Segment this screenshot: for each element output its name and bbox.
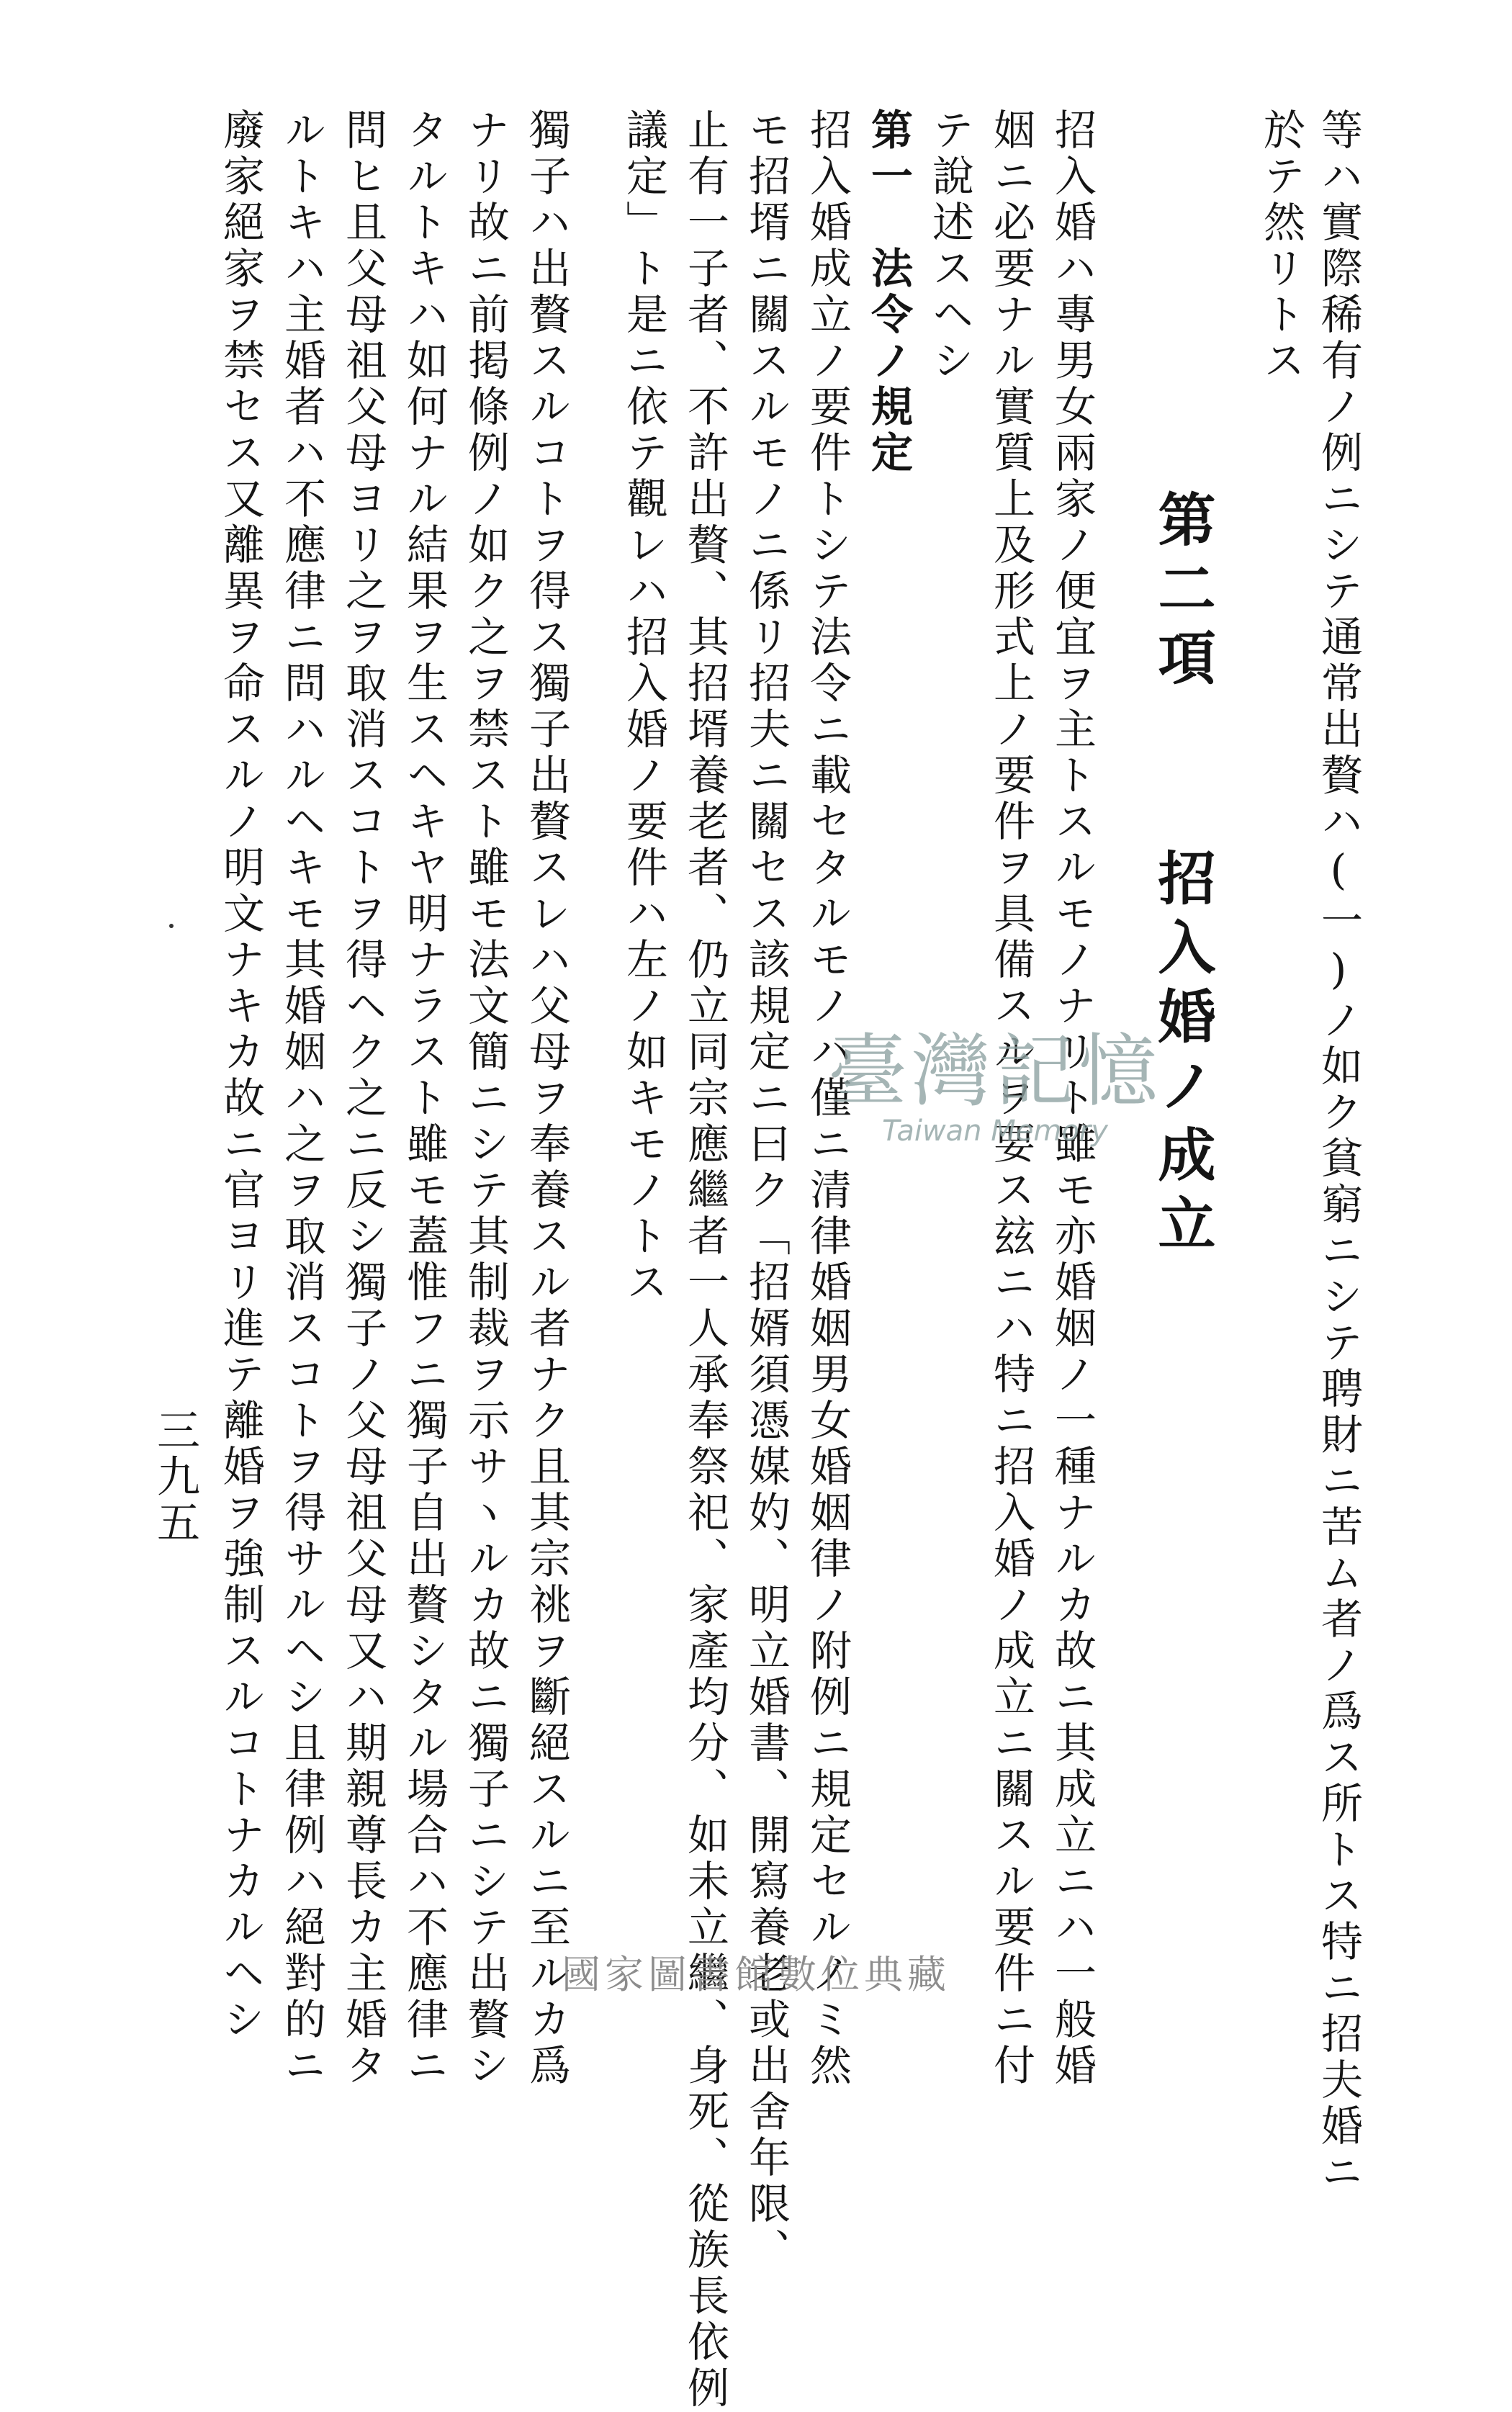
text-column-8: モ招壻ニ關スルモノニ係リ招夫ニ關セス該規定ニ曰ク「招婿須憑媒妁、明立婚書、開寫養老或出舍年限、 (742, 108, 791, 2274)
text-column-3: 招入婚ハ專男女兩家ノ便宜ヲ主トスルモノナリト雖モ亦婚姻ノ一種ナルカ故ニ其成立ニハ一般婚 (1048, 108, 1097, 2089)
watermark-en: Taiwan Memory (882, 1115, 1108, 1148)
text-column-4: 姻ニ必要ナル實質上及形式上ノ要件ヲ具備スルヲ要ス玆ニハ特ニ招入婚ノ成立ニ關スル要件ニ付 (986, 108, 1035, 2089)
text-column-1: 等ハ實際稀有ノ例ニシテ通常出贅ハ(一)ノ如ク貧窮ニシテ聘財ニ苦ム者ノ爲ス所トス特ニ招夫婚ニ (1314, 108, 1363, 2196)
text-column-14: 問ヒ且父母祖父母ヨリ之ヲ取消スコトヲ得ヘク之ニ反シ獨子ノ父母祖父母又ハ期親尊長カ主婚タ (338, 108, 387, 2089)
text-column-11: 獨子ハ出贅スルコトヲ得ス獨子出贅スレハ父母ヲ奉養スル者ナク且其宗祧ヲ斷絕スルニ至ルカ爲 (522, 108, 571, 2089)
ink-dot (169, 924, 174, 928)
watermark-cn: 臺灣記憶 (828, 1025, 1162, 1117)
text-column-15: ルトキハ主婚者ハ不應律ニ問ハルヘキモ其婚姻ハ之ヲ取消スコトヲ得サルヘシ且律例ハ絕對的ニ (277, 108, 326, 2089)
section-title: 招入婚ノ成立 (1148, 848, 1216, 1263)
text-column-12: ナリ故ニ前掲條例ノ如ク之ヲ禁スト雖モ法文簡ニシテ其制裁ヲ示サヽルカ故ニ獨子ニシテ出贅シ (461, 108, 510, 2089)
text-column-7: 招入婚成立ノ要件トシテ法令ニ載セタルモノハ僅ニ清律婚姻男女婚姻律ノ附例ニ規定セルノミ然 (803, 108, 852, 2089)
text-column-9: 止有一子者、不許出贅、其招壻養老者、仍立同宗應繼者一人承奉祭祀、家產均分、如未立繼、身死、從族長依例 (680, 108, 729, 2412)
footer-credit: 國家圖書館數位典藏 (562, 1952, 950, 1997)
text-column-2: 於テ然リトス (1256, 108, 1305, 384)
text-column-13: タルトキハ如何ナル結果ヲ生スヘキヤ明ナラスト雖モ蓋惟フニ獨子自出贅シタル場合ハ不應律ニ (400, 108, 449, 2089)
text-column-10: 議定」ト是ニ依テ觀レハ招入婚ノ要件ハ左ノ如キモノトス (619, 108, 668, 1306)
text-column-5: テ說述スヘシ (925, 108, 974, 384)
watermark-logo (828, 1008, 1162, 1148)
subsection-heading: 第一 法令ノ規定 (864, 108, 913, 477)
page-number: 三九五 (150, 1408, 200, 1546)
text-column-16: 廢家絕家ヲ禁セス又離異ヲ命スルノ明文ナキカ故ニ官ヨリ進テ離婚ヲ強制スルコトナカルヘシ (216, 108, 265, 2043)
section-number: 第二項 (1148, 490, 1216, 697)
